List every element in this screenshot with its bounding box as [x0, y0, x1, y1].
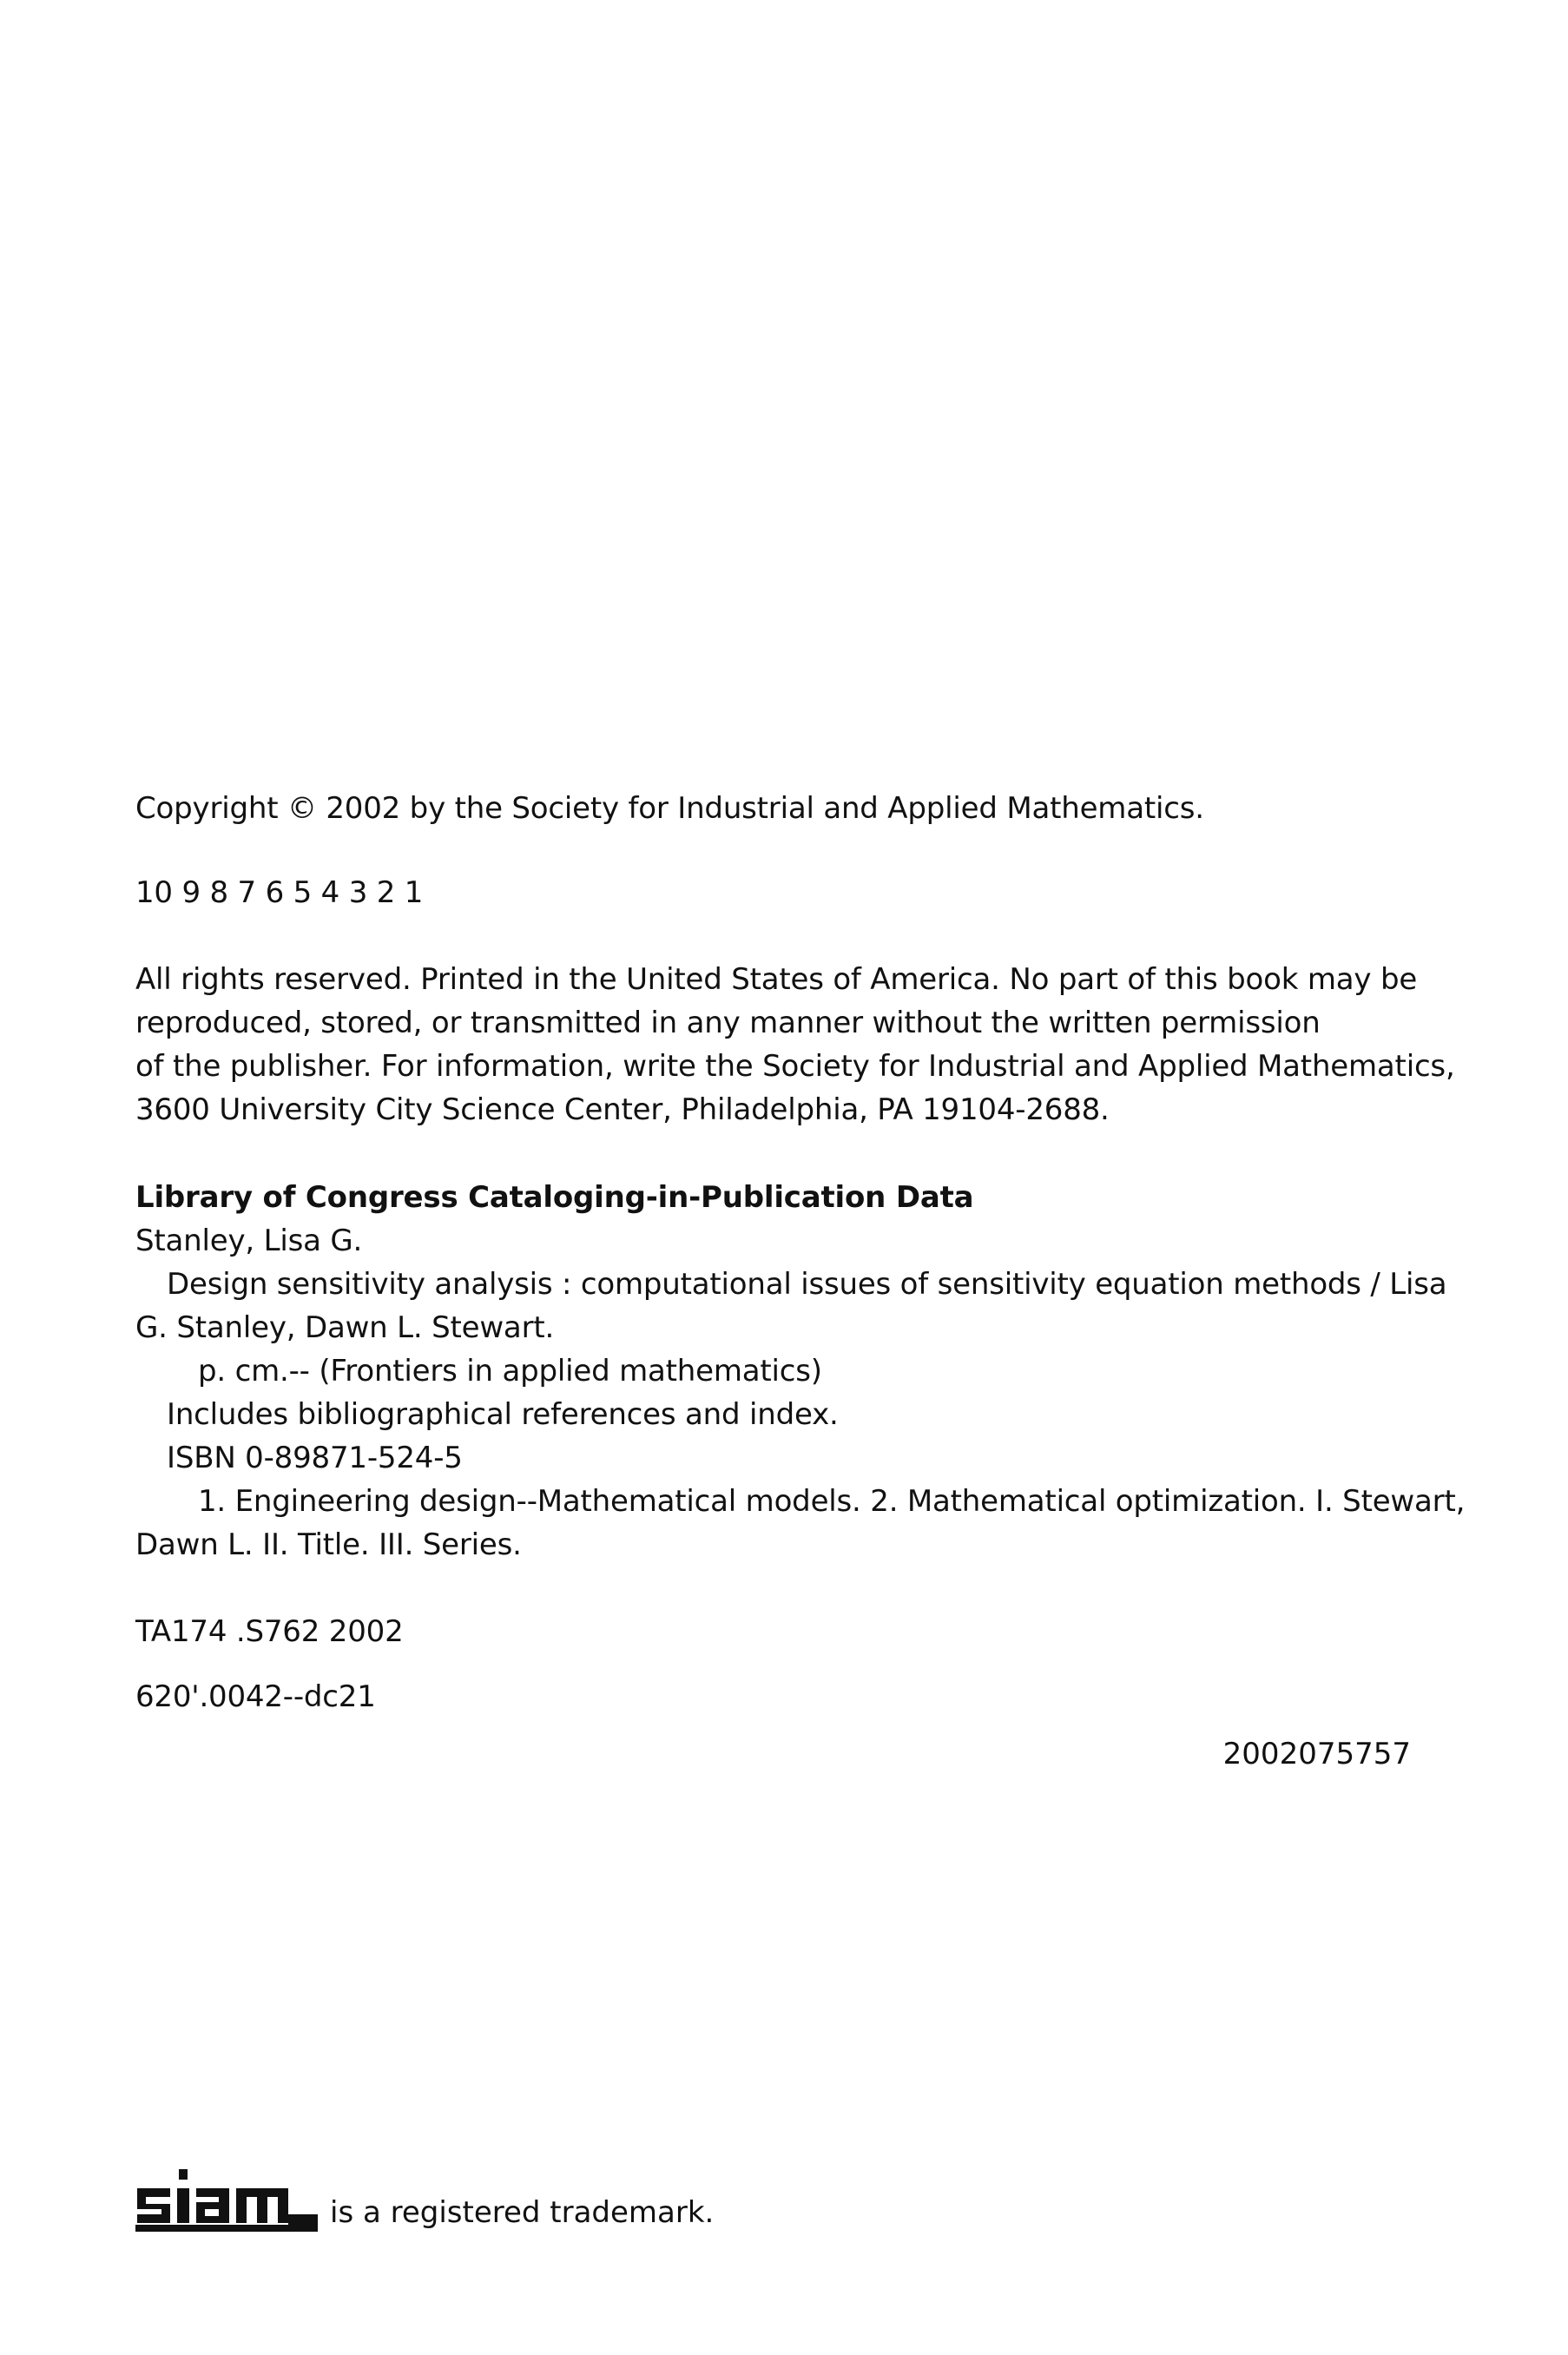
cip-dewey: 620'.0042--dc21: [135, 1679, 376, 1714]
cip-heading: Library of Congress Cataloging-in-Publication Data: [135, 1180, 974, 1215]
rights-line-4: 3600 University City Science Center, Philadelphia, PA 19104-2688.: [135, 1092, 1110, 1127]
printing-number-line: 10 9 8 7 6 5 4 3 2 1: [135, 875, 424, 910]
cip-lc-class: TA174 .S762 2002: [135, 1614, 404, 1649]
cip-title-line-1: Design sensitivity analysis : computational issues of sensitivity equation methods / Lisa: [167, 1267, 1447, 1302]
cip-notes: Includes bibliographical references and index.: [167, 1397, 839, 1432]
cip-author: Stanley, Lisa G.: [135, 1224, 363, 1258]
copyright-line: Copyright © 2002 by the Society for Industrial and Applied Mathematics.: [135, 791, 1204, 826]
trademark-text: is a registered trademark.: [330, 2195, 715, 2230]
rights-line-3: of the publisher. For information, write the Society for Industrial and Applied Mathematics,: [135, 1049, 1455, 1084]
trademark-notice: [135, 2155, 714, 2233]
cip-title-line-2: G. Stanley, Dawn L. Stewart.: [135, 1310, 555, 1345]
rights-line-1: All rights reserved. Printed in the United States of America. No part of this book may be: [135, 962, 1418, 997]
cip-pages: p. cm.-- (Frontiers in applied mathematics): [198, 1354, 822, 1389]
siam-logo: [135, 2166, 318, 2233]
cip-lccn: 2002075757: [1222, 1737, 1411, 1771]
rights-line-2: reproduced, stored, or transmitted in any manner without the written permission: [135, 1006, 1321, 1040]
cip-isbn: ISBN 0-89871-524-5: [167, 1441, 463, 1475]
cip-subjects-line-2: Dawn L. II. Title. III. Series.: [135, 1527, 522, 1562]
cip-subjects-line-1: 1. Engineering design--Mathematical models. 2. Mathematical optimization. I. Stewart,: [198, 1484, 1466, 1519]
